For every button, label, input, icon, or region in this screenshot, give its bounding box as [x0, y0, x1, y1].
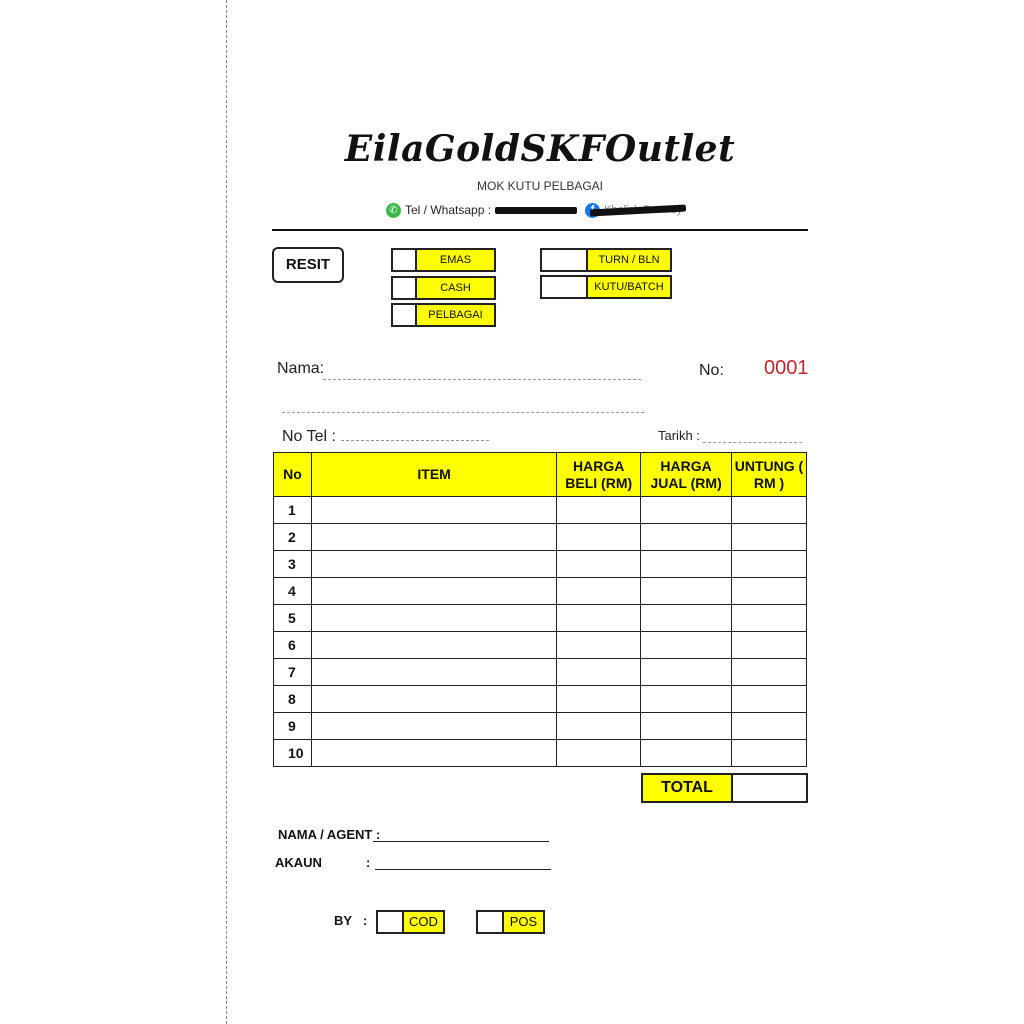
harga-beli-cell[interactable] [557, 686, 641, 713]
row-number: 10 [274, 740, 312, 767]
row-number: 4 [274, 578, 312, 605]
option-label: KUTU/BATCH [588, 277, 670, 297]
harga-beli-cell[interactable] [557, 605, 641, 632]
by-option-cod[interactable] [376, 910, 445, 934]
checkbox[interactable] [393, 250, 417, 270]
item-cell[interactable] [311, 497, 556, 524]
by-colon: : [363, 913, 368, 928]
receipt-badge: RESIT [272, 247, 344, 283]
nama-label: Nama: [277, 360, 325, 377]
untung-cell[interactable] [732, 632, 807, 659]
harga-jual-cell[interactable] [641, 713, 732, 740]
untung-cell[interactable] [732, 497, 807, 524]
redaction-mark [495, 207, 577, 214]
contact-line [386, 200, 686, 220]
col-header-untung: UNTUNG ( RM ) [732, 453, 807, 497]
row-number: 3 [274, 551, 312, 578]
total-value-box[interactable] [731, 773, 808, 803]
receipt-number: 0001 [764, 357, 809, 379]
row-number: 9 [274, 713, 312, 740]
untung-cell[interactable] [732, 605, 807, 632]
table-header-row [274, 453, 807, 497]
option-label: TURN / BLN [588, 250, 670, 270]
akaun-colon: : [366, 855, 371, 870]
untung-cell[interactable] [732, 578, 807, 605]
table-row [274, 497, 807, 524]
total-label: TOTAL [641, 773, 733, 803]
checkbox[interactable] [542, 277, 588, 297]
item-cell[interactable] [311, 632, 556, 659]
row-number: 1 [274, 497, 312, 524]
item-cell[interactable] [311, 740, 556, 767]
harga-beli-cell[interactable] [557, 578, 641, 605]
item-cell[interactable] [311, 524, 556, 551]
item-cell[interactable] [311, 578, 556, 605]
checkbox[interactable] [478, 912, 504, 932]
perforation-line [226, 0, 227, 1024]
harga-jual-cell[interactable] [641, 659, 732, 686]
row-number: 7 [274, 659, 312, 686]
harga-beli-cell[interactable] [557, 632, 641, 659]
by-option-pos[interactable] [476, 910, 545, 934]
table-row [274, 740, 807, 767]
agent-input-line[interactable] [373, 841, 549, 842]
store-subtitle: MOK KUTU PELBAGAI [476, 179, 604, 193]
no-tel-input-line[interactable] [341, 440, 489, 441]
checkbox[interactable] [542, 250, 588, 270]
checkbox[interactable] [378, 912, 404, 932]
harga-beli-cell[interactable] [557, 551, 641, 578]
item-cell[interactable] [311, 605, 556, 632]
col-header-item: ITEM [311, 453, 556, 497]
col-header-harga-beli: HARGA BELI (RM) [557, 453, 641, 497]
receipt-no-label: No: [699, 362, 724, 379]
table-row [274, 659, 807, 686]
akaun-input-line[interactable] [375, 869, 551, 870]
checkbox[interactable] [393, 278, 417, 298]
by-option-label: POS [504, 912, 543, 932]
untung-cell[interactable] [732, 524, 807, 551]
no-tel-label: No Tel : [282, 428, 336, 445]
store-title: EilaGoldSKFOutlet [344, 128, 736, 170]
header-divider [272, 229, 808, 231]
row-number: 8 [274, 686, 312, 713]
harga-jual-cell[interactable] [641, 524, 732, 551]
by-option-label: COD [404, 912, 443, 932]
table-row [274, 551, 807, 578]
untung-cell[interactable] [732, 551, 807, 578]
untung-cell[interactable] [732, 686, 807, 713]
option-label: CASH [417, 278, 494, 298]
untung-cell[interactable] [732, 740, 807, 767]
row-number: 2 [274, 524, 312, 551]
item-cell[interactable] [311, 686, 556, 713]
harga-jual-cell[interactable] [641, 632, 732, 659]
by-label: BY [334, 913, 353, 928]
table-row [274, 632, 807, 659]
harga-beli-cell[interactable] [557, 713, 641, 740]
table-row [274, 578, 807, 605]
tarikh-label: Tarikh : [658, 428, 700, 443]
option-pelbagai[interactable] [391, 303, 496, 327]
option-label: PELBAGAI [417, 305, 494, 325]
row-number: 5 [274, 605, 312, 632]
harga-beli-cell[interactable] [557, 659, 641, 686]
option-emas[interactable] [391, 248, 496, 272]
harga-beli-cell[interactable] [557, 497, 641, 524]
checkbox[interactable] [393, 305, 417, 325]
items-table [273, 452, 807, 767]
item-cell[interactable] [311, 659, 556, 686]
harga-jual-cell[interactable] [641, 605, 732, 632]
table-body [274, 497, 807, 767]
harga-beli-cell[interactable] [557, 524, 641, 551]
harga-jual-cell[interactable] [641, 578, 732, 605]
untung-cell[interactable] [732, 713, 807, 740]
row-number: 6 [274, 632, 312, 659]
harga-jual-cell[interactable] [641, 686, 732, 713]
harga-beli-cell[interactable] [557, 740, 641, 767]
contact-tel-label: Tel / Whatsapp : [405, 203, 492, 217]
option-kutu-batch[interactable] [540, 275, 672, 299]
table-row [274, 524, 807, 551]
harga-jual-cell[interactable] [641, 740, 732, 767]
tarikh-input-line[interactable] [703, 442, 802, 443]
harga-jual-cell[interactable] [641, 551, 732, 578]
item-cell[interactable] [311, 713, 556, 740]
option-label: EMAS [417, 250, 494, 270]
col-header-no: No [274, 453, 312, 497]
item-cell[interactable] [311, 551, 556, 578]
table-row [274, 713, 807, 740]
agent-label: NAMA / AGENT : [278, 827, 381, 842]
harga-jual-cell[interactable] [641, 497, 732, 524]
table-row [274, 686, 807, 713]
col-header-harga-jual: HARGA JUAL (RM) [641, 453, 732, 497]
untung-cell[interactable] [732, 659, 807, 686]
whatsapp-icon: ✆ [386, 203, 401, 218]
option-cash[interactable] [391, 276, 496, 300]
table-row [274, 605, 807, 632]
akaun-label: AKAUN [275, 855, 322, 870]
nama-input-line[interactable] [323, 379, 641, 380]
option-turn-bln[interactable] [540, 248, 672, 272]
nama-input-line-2[interactable] [282, 412, 644, 413]
